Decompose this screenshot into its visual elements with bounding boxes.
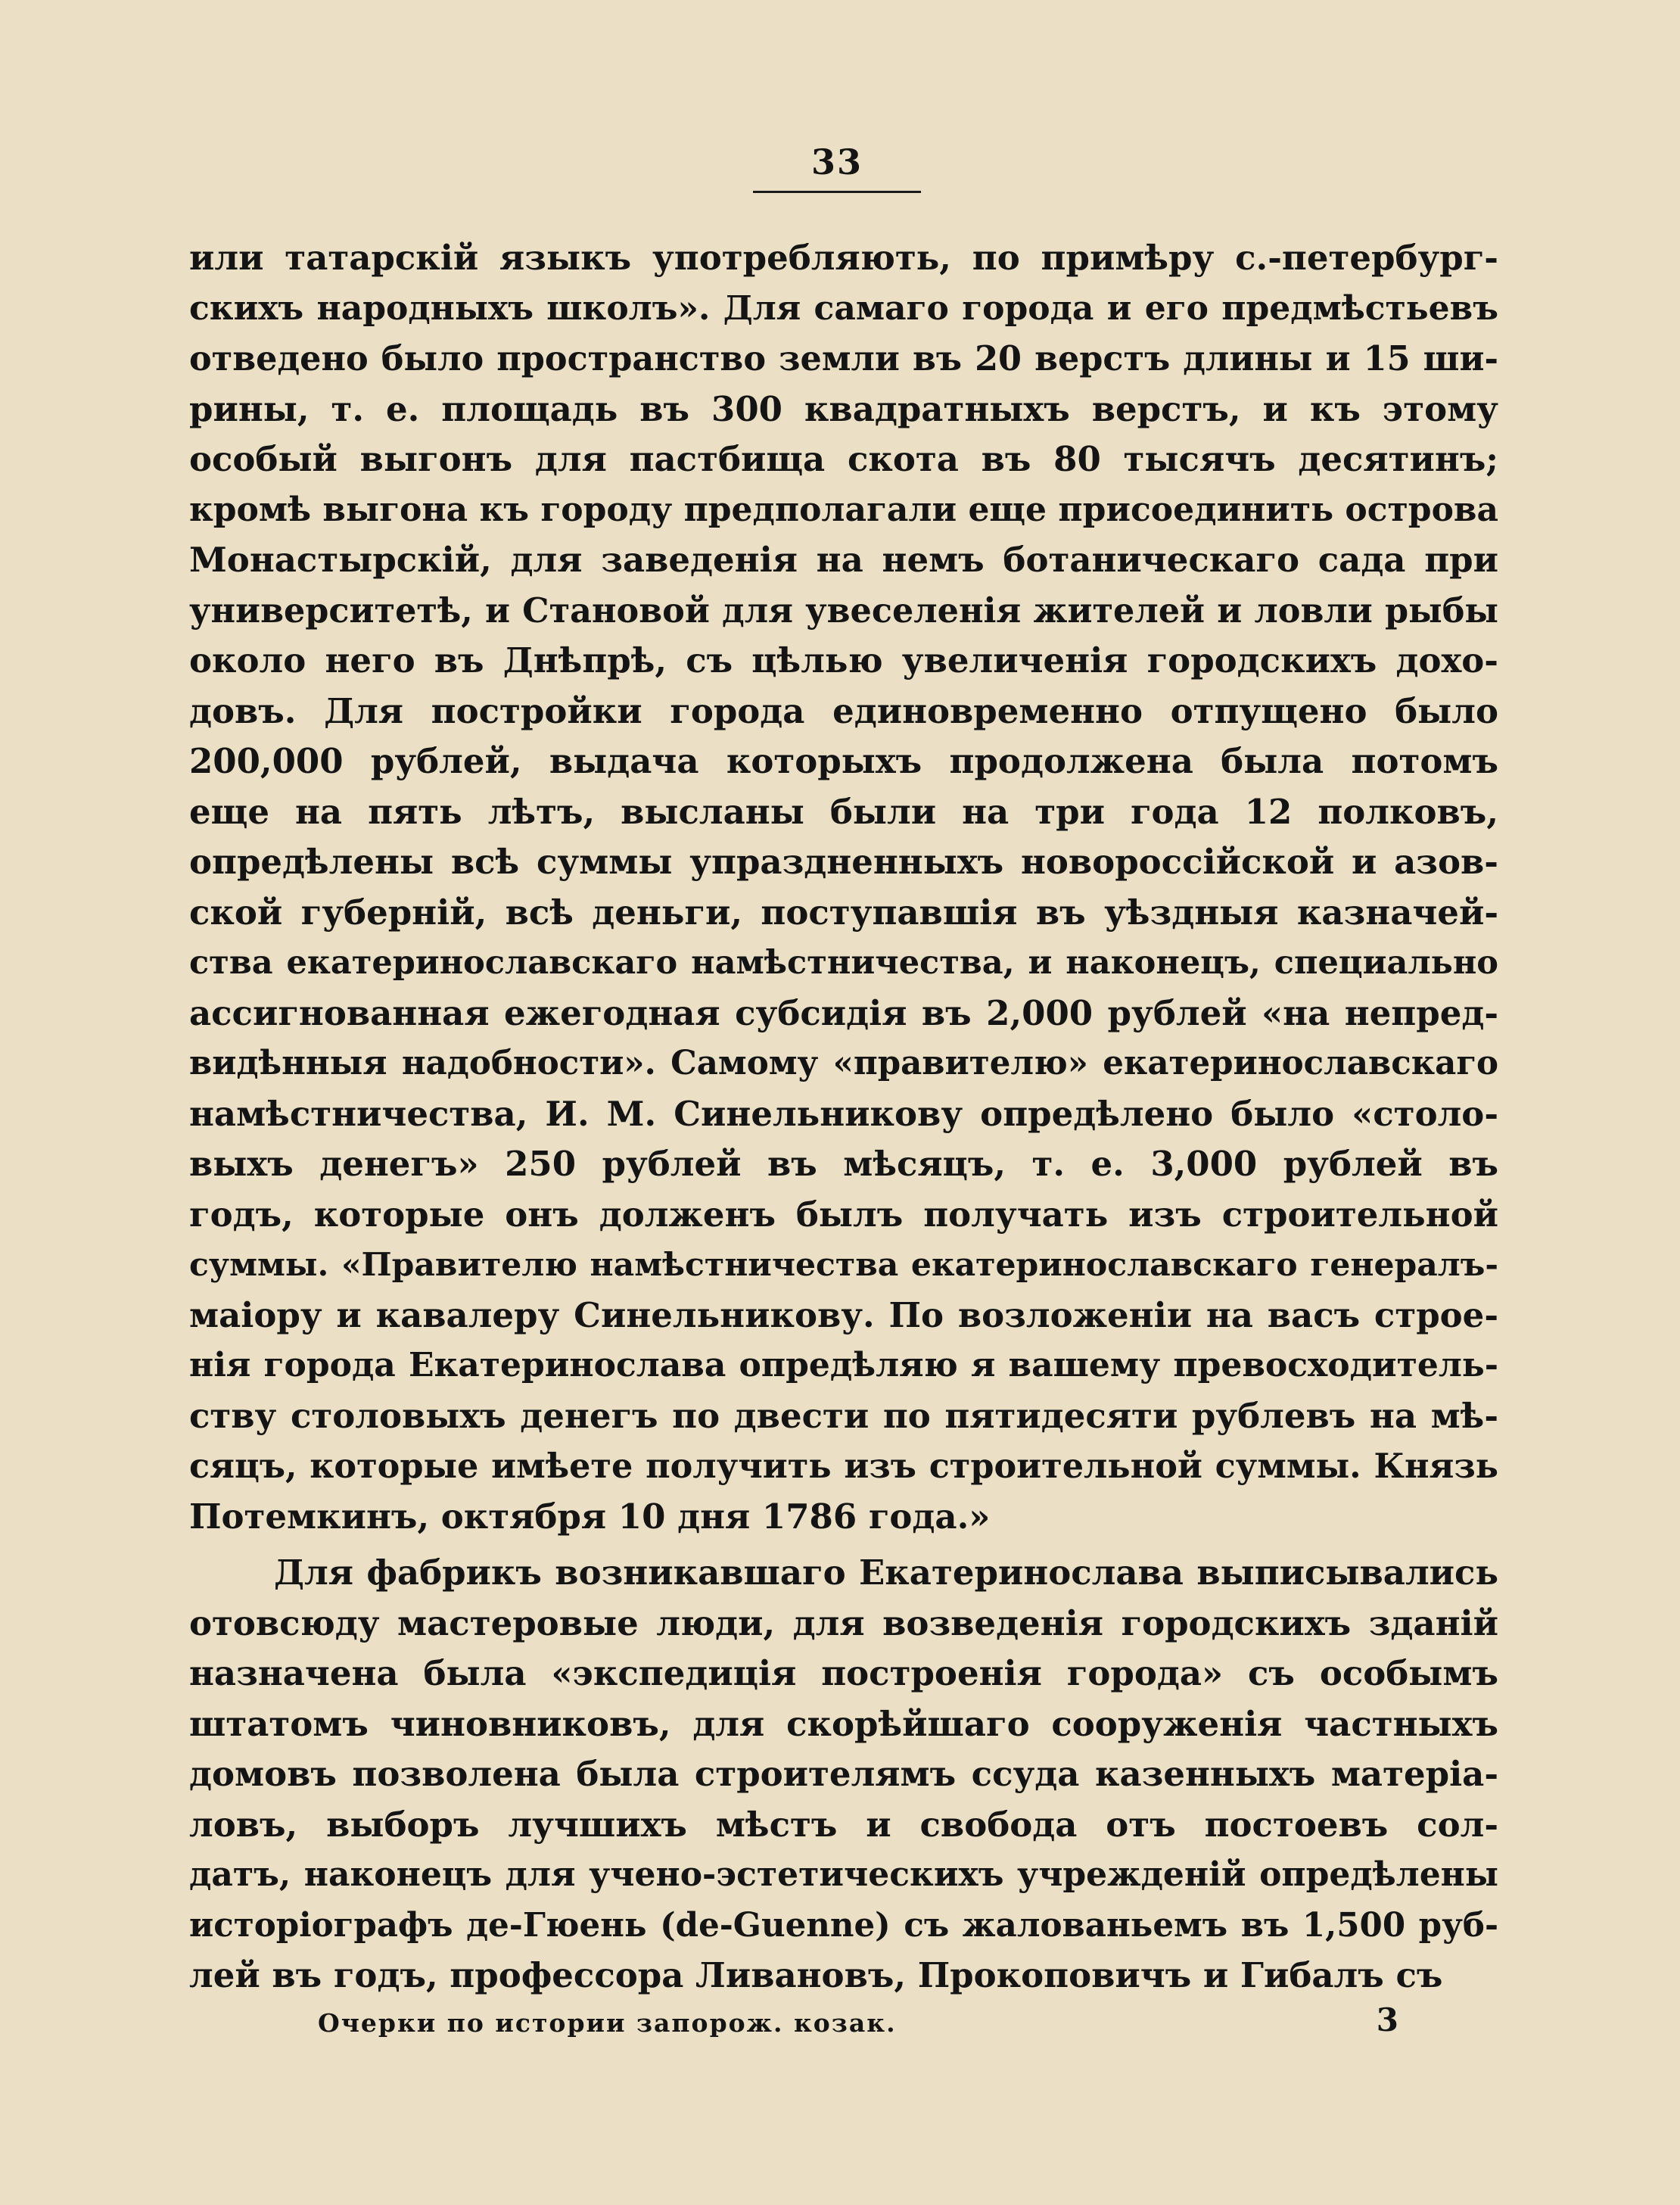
text-line: исторіографъ де-Гюень (de-Guenne) съ жалованьемъ въ 1,500 руб- (189, 1905, 1498, 1945)
text-line: годъ, которые онъ долженъ былъ получать изъ строительной (189, 1194, 1498, 1235)
body-text (189, 233, 1498, 2001)
text-line: отовсюду мастеровые люди, для возведенія городскихъ зданій (189, 1602, 1498, 1643)
text-line: Потемкинъ, октября 10 дня 1786 года.» (189, 1496, 991, 1537)
text-line: маіору и кавалеру Синельникову. По возложеніи на васъ строе- (189, 1294, 1498, 1335)
text-line: намѣстничества, И. М. Синельникову опредѣлено было «столо- (189, 1093, 1498, 1134)
text-line: рины, т. е. площадь въ 300 квадратныхъ верстъ, и къ этому (189, 388, 1498, 429)
text-line: 200,000 рублей, выдача которыхъ продолжена была потомъ (189, 741, 1498, 781)
text-line: лей въ годъ, профессора Ливановъ, Прокоповичъ и Гибалъ съ (189, 1955, 1443, 1995)
signature-mark: 3 (1376, 2001, 1400, 2038)
text-line: Для фабрикъ возникавшаго Екатеринослава выписывались (274, 1553, 1498, 1593)
text-line: назначена была «экспедиція построенія города» съ особымъ (189, 1653, 1498, 1693)
header-rule (753, 191, 921, 193)
text-line: сяцъ, которые имѣете получить изъ строительной суммы. Князь (189, 1447, 1498, 1486)
text-line: кромѣ выгона къ городу предполагали еще присоединить острова (189, 490, 1498, 529)
text-line: отведено было пространство земли въ 20 верстъ длины и 15 ши- (189, 339, 1498, 378)
text-line: ству столовыхъ денегъ по двести по пятидесяти рублевъ на мѣ- (189, 1395, 1498, 1436)
text-line: или татарскій языкъ употребляють, по примѣру с.-петербург- (189, 238, 1498, 278)
text-line: суммы. «Правителю намѣстничества екатеринославскаго генералъ- (189, 1246, 1498, 1284)
paragraph (189, 1548, 1498, 2001)
text-line: ловъ, выборъ лучшихъ мѣстъ и свобода отъ постоевъ сол- (189, 1804, 1498, 1845)
text-line: скихъ народныхъ школъ». Для самаго города и его предмѣстьевъ (189, 288, 1498, 328)
text-line: датъ, наконецъ для учено-эстетическихъ учрежденій опредѣлены (189, 1855, 1498, 1894)
text-line: довъ. Для постройки города единовременно отпущено было (189, 690, 1498, 731)
text-line: университетѣ, и Становой для увеселенія жителей и ловли рыбы (189, 590, 1498, 631)
text-line: нія города Екатеринослава опредѣляю я вашему превосходитель- (189, 1346, 1498, 1384)
text-line: еще на пять лѣтъ, высланы были на три года 12 полковъ, (189, 791, 1498, 832)
text-line: выхъ денегъ» 250 рублей въ мѣсяцъ, т. е. 3,000 рублей въ (189, 1144, 1498, 1184)
text-line: ства екатеринославскаго намѣстничества, и наконецъ, специально (189, 944, 1498, 982)
footer-title: Очерки по истории запорож. козак. (318, 2008, 897, 2038)
text-line: домовъ позволена была строителямъ ссуда казенныхъ матеріа- (189, 1754, 1498, 1794)
text-line: опредѣлены всѣ суммы упраздненныхъ новороссійской и азов- (189, 842, 1498, 882)
text-line: ской губерній, всѣ деньги, поступавшія въ уѣздныя казначей- (189, 892, 1498, 933)
text-line: особый выгонъ для пастбища скота въ 80 тысячъ десятинъ; (189, 439, 1498, 479)
text-line: ассигнованная ежегодная субсидія въ 2,000 рублей «на непред- (189, 992, 1498, 1033)
page-header (753, 141, 921, 183)
text-line: Монастырскій, для заведенія на немъ ботаническаго сада при (189, 540, 1498, 580)
text-line: около него въ Днѣпрѣ, съ цѣлью увеличенія городскихъ дохо- (189, 640, 1498, 680)
text-line: видѣнныя надобности». Самому «правителю» екатеринославскаго (189, 1044, 1498, 1082)
paragraph (189, 233, 1498, 1542)
text-line: штатомъ чиновниковъ, для скорѣйшаго сооруженія частныхъ (189, 1703, 1498, 1744)
paragraph-gap (189, 1542, 1498, 1548)
page-number: 33 (810, 142, 863, 182)
